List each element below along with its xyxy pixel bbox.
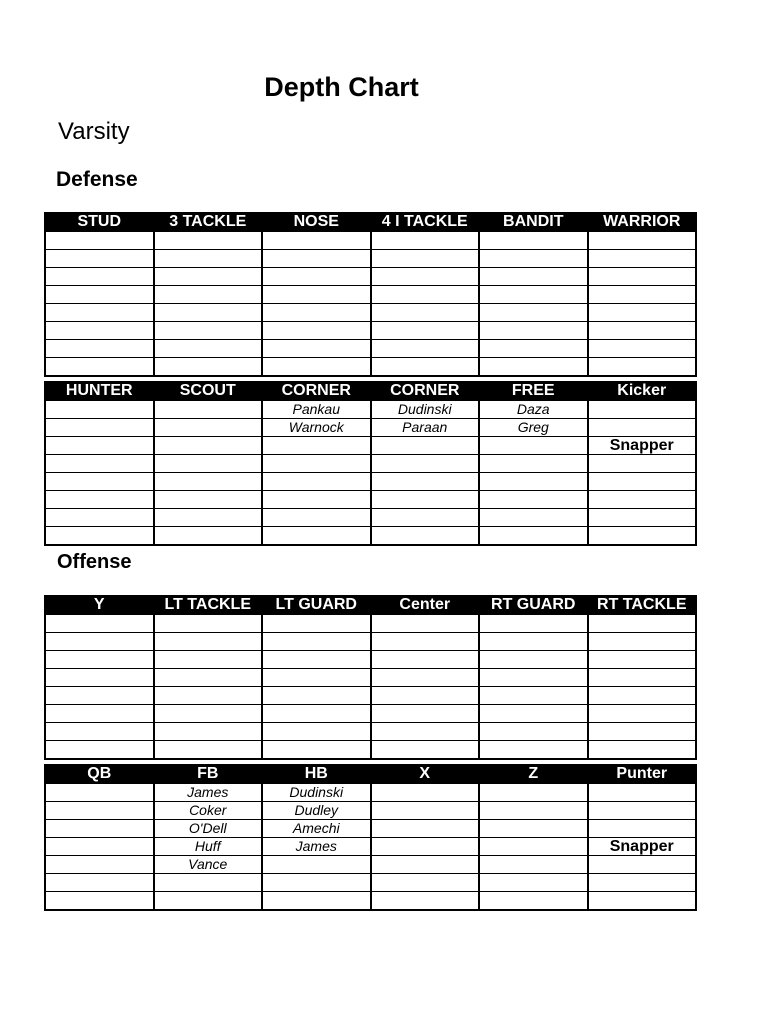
player-cell <box>154 651 263 669</box>
player-cell <box>45 455 154 473</box>
player-cell <box>154 633 263 651</box>
player-cell <box>45 741 154 760</box>
player-cell <box>588 856 697 874</box>
player-cell <box>262 651 371 669</box>
player-cell <box>45 340 154 358</box>
player-cell <box>45 491 154 509</box>
player-cell <box>262 340 371 358</box>
player-cell <box>45 358 154 377</box>
table-row <box>45 784 696 802</box>
player-cell <box>154 455 263 473</box>
player-cell <box>262 358 371 377</box>
player-cell <box>588 419 697 437</box>
player-cell <box>262 473 371 491</box>
player-cell <box>371 322 480 340</box>
player-cell <box>479 651 588 669</box>
player-cell <box>588 802 697 820</box>
offense-heading: Offense <box>57 551 132 573</box>
player-cell <box>262 322 371 340</box>
player-cell <box>154 322 263 340</box>
player-cell <box>588 358 697 377</box>
player-cell <box>262 705 371 723</box>
player-cell <box>371 286 480 304</box>
player-cell <box>262 687 371 705</box>
player-cell <box>371 802 480 820</box>
player-cell <box>154 419 263 437</box>
player-cell <box>154 687 263 705</box>
player-cell <box>479 874 588 892</box>
player-cell <box>479 340 588 358</box>
player-cell <box>588 304 697 322</box>
table-row <box>45 358 696 377</box>
player-cell <box>479 723 588 741</box>
table-row <box>45 723 696 741</box>
player-cell <box>45 419 154 437</box>
table-row <box>45 856 696 874</box>
position-header: QB <box>45 764 154 784</box>
player-cell <box>371 874 480 892</box>
player-cell <box>154 401 263 419</box>
player-cell <box>588 723 697 741</box>
player-cell <box>154 723 263 741</box>
player-cell: Dudley <box>262 802 371 820</box>
player-cell <box>588 491 697 509</box>
player-cell <box>371 723 480 741</box>
player-cell <box>45 437 154 455</box>
player-cell <box>154 491 263 509</box>
player-cell <box>479 250 588 268</box>
player-cell <box>45 304 154 322</box>
table-row <box>45 286 696 304</box>
table-row <box>45 473 696 491</box>
page-title: Depth Chart <box>264 72 419 102</box>
offense-backs-table <box>44 764 697 911</box>
player-cell <box>154 437 263 455</box>
player-cell <box>479 705 588 723</box>
table-row <box>45 615 696 633</box>
header-row <box>45 764 696 784</box>
position-header: Y <box>45 595 154 615</box>
player-cell <box>371 838 480 856</box>
player-cell <box>588 820 697 838</box>
player-cell <box>154 304 263 322</box>
player-cell <box>479 286 588 304</box>
player-cell <box>45 322 154 340</box>
player-cell <box>262 527 371 546</box>
player-cell <box>479 838 588 856</box>
player-cell <box>588 473 697 491</box>
player-cell <box>45 892 154 911</box>
table-row <box>45 232 696 250</box>
table-row <box>45 651 696 669</box>
table-row <box>45 419 696 437</box>
player-cell <box>154 705 263 723</box>
position-header: Z <box>479 764 588 784</box>
player-cell <box>479 615 588 633</box>
player-cell: Daza <box>479 401 588 419</box>
table-row <box>45 669 696 687</box>
table-row <box>45 455 696 473</box>
table-row <box>45 268 696 286</box>
table-row <box>45 802 696 820</box>
table-row <box>45 491 696 509</box>
header-row <box>45 212 696 232</box>
player-cell <box>588 633 697 651</box>
position-header: 3 TACKLE <box>154 212 263 232</box>
position-header: SCOUT <box>154 381 263 401</box>
defense-back-table <box>44 381 697 546</box>
player-cell <box>371 232 480 250</box>
player-cell <box>371 527 480 546</box>
player-cell: Huff <box>154 838 263 856</box>
player-cell: Pankau <box>262 401 371 419</box>
table-row <box>45 633 696 651</box>
player-cell <box>371 250 480 268</box>
player-cell: Dudinski <box>262 784 371 802</box>
player-cell <box>371 491 480 509</box>
player-cell <box>154 268 263 286</box>
player-cell: James <box>154 784 263 802</box>
table-row <box>45 509 696 527</box>
player-cell <box>371 741 480 760</box>
defense-heading: Defense <box>56 168 138 191</box>
player-cell: O'Dell <box>154 820 263 838</box>
table-row <box>45 250 696 268</box>
player-cell <box>371 687 480 705</box>
player-cell <box>371 340 480 358</box>
player-cell: Coker <box>154 802 263 820</box>
position-header: FB <box>154 764 263 784</box>
player-cell <box>45 820 154 838</box>
player-cell <box>45 250 154 268</box>
player-cell <box>588 340 697 358</box>
position-header: 4 I TACKLE <box>371 212 480 232</box>
player-cell <box>588 892 697 911</box>
player-cell <box>371 633 480 651</box>
player-cell <box>154 358 263 377</box>
player-cell <box>45 232 154 250</box>
player-cell: Greg <box>479 419 588 437</box>
player-cell <box>45 473 154 491</box>
player-cell <box>262 455 371 473</box>
player-cell <box>479 437 588 455</box>
player-cell <box>588 615 697 633</box>
player-cell <box>371 304 480 322</box>
player-cell <box>479 322 588 340</box>
table-row <box>45 687 696 705</box>
player-cell <box>588 455 697 473</box>
player-cell <box>45 669 154 687</box>
player-cell <box>262 509 371 527</box>
player-cell <box>262 232 371 250</box>
table-row <box>45 820 696 838</box>
table-row <box>45 874 696 892</box>
player-cell: Snapper <box>588 838 697 856</box>
player-cell <box>154 892 263 911</box>
offense-line-table <box>44 595 697 760</box>
position-header: LT TACKLE <box>154 595 263 615</box>
player-cell <box>371 651 480 669</box>
player-cell <box>588 401 697 419</box>
player-cell <box>479 820 588 838</box>
player-cell <box>154 615 263 633</box>
player-cell <box>262 437 371 455</box>
position-header: RT TACKLE <box>588 595 697 615</box>
player-cell <box>371 358 480 377</box>
player-cell <box>45 401 154 419</box>
player-cell <box>479 856 588 874</box>
player-cell <box>588 874 697 892</box>
player-cell <box>479 473 588 491</box>
defense-front-table <box>44 212 697 377</box>
player-cell <box>479 268 588 286</box>
player-cell <box>45 687 154 705</box>
player-cell <box>479 741 588 760</box>
table-row <box>45 437 696 455</box>
player-cell <box>479 687 588 705</box>
player-cell <box>262 633 371 651</box>
table-row <box>45 304 696 322</box>
player-cell <box>45 838 154 856</box>
player-cell <box>371 820 480 838</box>
player-cell <box>45 509 154 527</box>
player-cell <box>588 232 697 250</box>
player-cell <box>371 509 480 527</box>
player-cell <box>45 615 154 633</box>
player-cell <box>154 286 263 304</box>
player-cell <box>45 856 154 874</box>
player-cell <box>588 527 697 546</box>
player-cell <box>45 705 154 723</box>
position-header: FREE <box>479 381 588 401</box>
player-cell <box>371 669 480 687</box>
player-cell: Snapper <box>588 437 697 455</box>
position-header: HB <box>262 764 371 784</box>
player-cell: Vance <box>154 856 263 874</box>
player-cell <box>262 286 371 304</box>
player-cell <box>45 651 154 669</box>
player-cell <box>45 527 154 546</box>
position-header: BANDIT <box>479 212 588 232</box>
player-cell: Amechi <box>262 820 371 838</box>
player-cell <box>479 892 588 911</box>
player-cell <box>154 473 263 491</box>
player-cell <box>45 784 154 802</box>
level-heading: Varsity <box>58 118 130 145</box>
player-cell <box>479 669 588 687</box>
player-cell <box>371 268 480 286</box>
player-cell <box>45 723 154 741</box>
player-cell <box>262 250 371 268</box>
position-header: STUD <box>45 212 154 232</box>
player-cell <box>262 669 371 687</box>
position-header: NOSE <box>262 212 371 232</box>
player-cell <box>588 741 697 760</box>
player-cell <box>479 232 588 250</box>
player-cell <box>262 268 371 286</box>
header-row <box>45 381 696 401</box>
player-cell <box>371 455 480 473</box>
player-cell <box>479 455 588 473</box>
player-cell <box>588 322 697 340</box>
position-header: CORNER <box>262 381 371 401</box>
player-cell <box>154 250 263 268</box>
player-cell: Paraan <box>371 419 480 437</box>
player-cell <box>371 892 480 911</box>
player-cell <box>371 705 480 723</box>
player-cell: James <box>262 838 371 856</box>
player-cell <box>588 687 697 705</box>
player-cell <box>371 473 480 491</box>
player-cell <box>154 741 263 760</box>
player-cell <box>45 874 154 892</box>
table-row <box>45 322 696 340</box>
player-cell <box>154 527 263 546</box>
player-cell <box>45 802 154 820</box>
player-cell <box>588 268 697 286</box>
player-cell <box>45 268 154 286</box>
table-row <box>45 705 696 723</box>
position-header: X <box>371 764 480 784</box>
player-cell <box>588 509 697 527</box>
player-cell <box>45 633 154 651</box>
position-header: Kicker <box>588 381 697 401</box>
table-row <box>45 838 696 856</box>
player-cell <box>588 705 697 723</box>
player-cell <box>371 437 480 455</box>
position-header: WARRIOR <box>588 212 697 232</box>
player-cell <box>262 856 371 874</box>
player-cell <box>154 669 263 687</box>
player-cell <box>588 286 697 304</box>
position-header: HUNTER <box>45 381 154 401</box>
player-cell <box>262 304 371 322</box>
player-cell <box>588 250 697 268</box>
player-cell <box>588 669 697 687</box>
player-cell <box>154 874 263 892</box>
player-cell <box>262 491 371 509</box>
player-cell: Dudinski <box>371 401 480 419</box>
player-cell <box>154 232 263 250</box>
player-cell <box>371 856 480 874</box>
player-cell <box>371 615 480 633</box>
table-row <box>45 527 696 546</box>
player-cell <box>479 633 588 651</box>
position-header: RT GUARD <box>479 595 588 615</box>
player-cell: Warnock <box>262 419 371 437</box>
table-row <box>45 892 696 911</box>
player-cell <box>479 802 588 820</box>
player-cell <box>45 286 154 304</box>
table-row <box>45 741 696 760</box>
player-cell <box>479 784 588 802</box>
player-cell <box>262 892 371 911</box>
header-row <box>45 595 696 615</box>
player-cell <box>588 784 697 802</box>
player-cell <box>479 358 588 377</box>
table-row <box>45 340 696 358</box>
position-header: LT GUARD <box>262 595 371 615</box>
player-cell <box>262 874 371 892</box>
player-cell <box>262 741 371 760</box>
player-cell <box>154 340 263 358</box>
table-row <box>45 401 696 419</box>
position-header: Center <box>371 595 480 615</box>
player-cell <box>262 723 371 741</box>
position-header: Punter <box>588 764 697 784</box>
player-cell <box>479 491 588 509</box>
player-cell <box>262 615 371 633</box>
player-cell <box>371 784 480 802</box>
player-cell <box>479 304 588 322</box>
player-cell <box>479 509 588 527</box>
position-header: CORNER <box>371 381 480 401</box>
player-cell <box>588 651 697 669</box>
player-cell <box>479 527 588 546</box>
player-cell <box>154 509 263 527</box>
